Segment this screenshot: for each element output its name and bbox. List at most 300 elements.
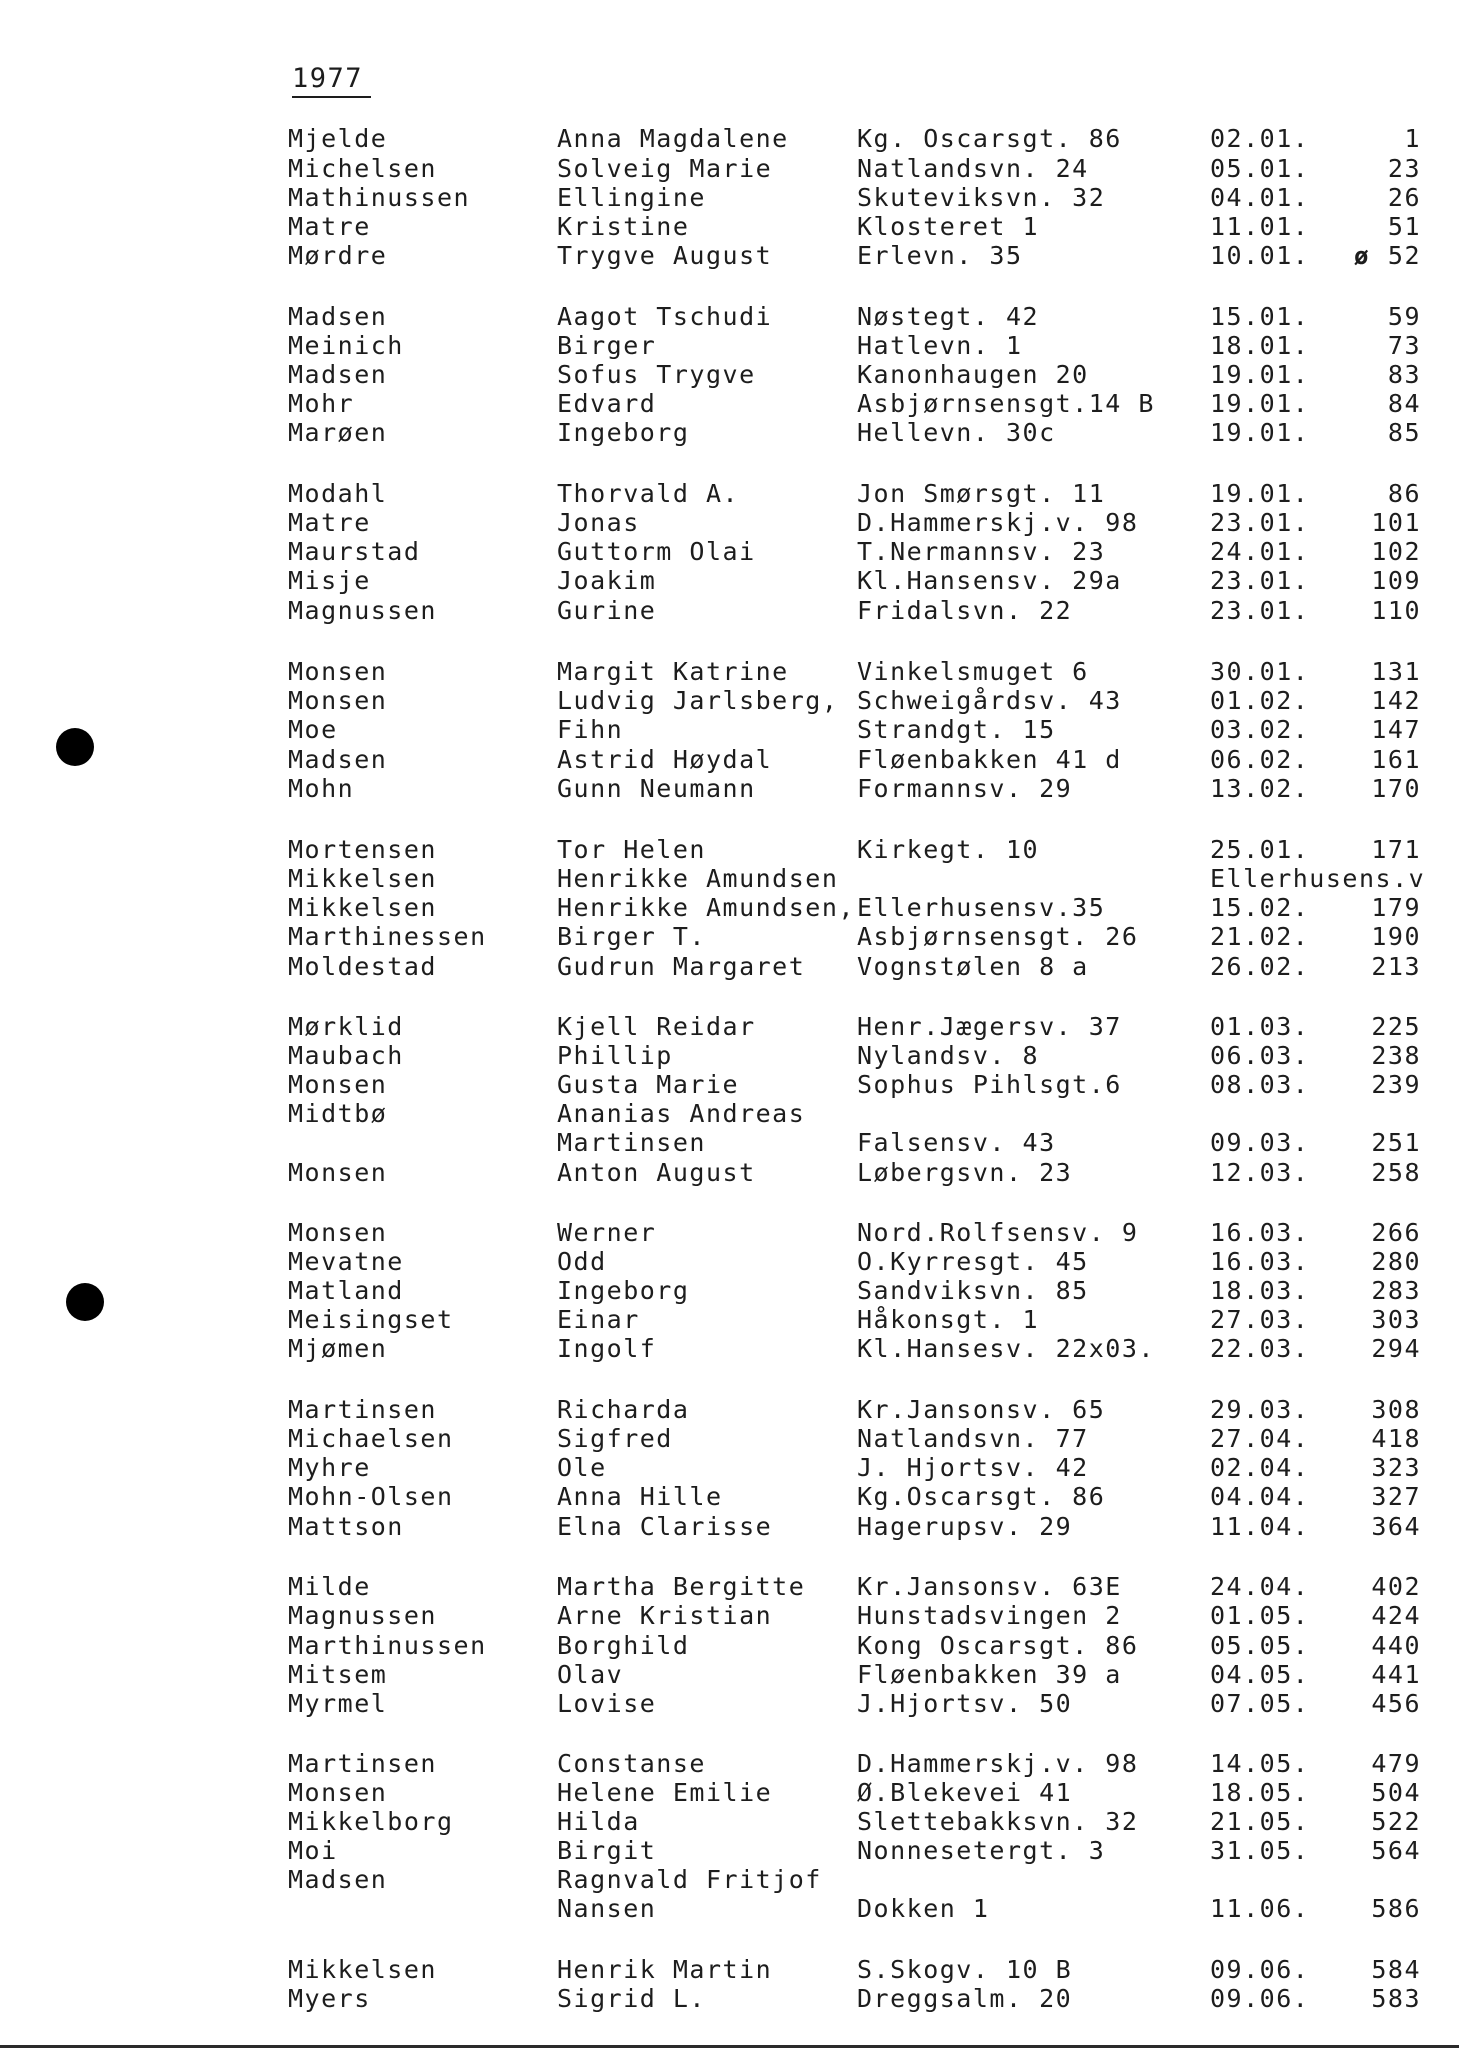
- date-cell: 02.04.: [1210, 1453, 1310, 1482]
- first-name-cell: Gunn Neumann: [557, 774, 756, 803]
- record-number-cell: 586: [1371, 1894, 1421, 1923]
- register-row: [0, 1012, 1459, 1042]
- record-number-cell: 110: [1371, 596, 1421, 625]
- date-cell: 08.03.: [1210, 1070, 1310, 1099]
- date-cell: 10.01.: [1210, 241, 1310, 270]
- surname-cell: Mikkelsen: [288, 864, 437, 893]
- surname-cell: Myhre: [288, 1453, 371, 1482]
- surname-cell: Madsen: [288, 360, 388, 389]
- record-number-cell: 1: [1404, 124, 1421, 153]
- record-number-cell: 441: [1371, 1660, 1421, 1689]
- handwritten-mark: ø: [1354, 242, 1370, 270]
- surname-cell: Monsen: [288, 657, 388, 686]
- first-name-cell: Guttorm Olai: [557, 537, 756, 566]
- address-cell: Løbergsvn. 23: [857, 1158, 1073, 1187]
- address-cell: Schweigårdsv. 43: [857, 686, 1122, 715]
- register-row: [0, 1070, 1459, 1100]
- surname-cell: Michaelsen: [288, 1424, 454, 1453]
- first-name-cell: Anton August: [557, 1158, 756, 1187]
- address-cell: Henr.Jægersv. 37: [857, 1012, 1122, 1041]
- first-name-cell: Gudrun Margaret: [557, 952, 806, 981]
- date-cell: 16.03.: [1210, 1247, 1310, 1276]
- surname-cell: Magnussen: [288, 1601, 437, 1630]
- first-name-cell: Martha Bergitte: [557, 1572, 806, 1601]
- address-cell: Natlandsvn. 24: [857, 154, 1089, 183]
- first-name-cell: Elna Clarisse: [557, 1512, 773, 1541]
- address-cell: Kr.Jansonsv. 65: [857, 1395, 1106, 1424]
- register-row: [0, 1631, 1459, 1661]
- punch-hole: [56, 728, 94, 766]
- register-row: [0, 566, 1459, 596]
- first-name-cell: Joakim: [557, 566, 657, 595]
- address-cell: Vognstølen 8 a: [857, 952, 1089, 981]
- surname-cell: Matland: [288, 1276, 404, 1305]
- record-number-cell: 280: [1371, 1247, 1421, 1276]
- date-cell: 14.05.: [1210, 1749, 1310, 1778]
- address-cell: Hatlevn. 1: [857, 331, 1023, 360]
- record-number-cell: 86: [1387, 479, 1421, 508]
- surname-cell: Mortensen: [288, 835, 437, 864]
- record-number-cell: 424: [1371, 1601, 1421, 1630]
- register-row: [0, 212, 1459, 242]
- record-number-cell: 584: [1371, 1955, 1421, 1984]
- date-cell: 12.03.: [1210, 1158, 1310, 1187]
- address-cell: Kong Oscarsgt. 86: [857, 1631, 1139, 1660]
- date-cell: 23.01.: [1210, 566, 1310, 595]
- date-cell: 04.05.: [1210, 1660, 1310, 1689]
- register-row: [0, 360, 1459, 390]
- record-number-cell: 418: [1371, 1424, 1421, 1453]
- record-number-cell: 327: [1371, 1482, 1421, 1511]
- record-number-cell: 456: [1371, 1689, 1421, 1718]
- date-cell: 11.04.: [1210, 1512, 1310, 1541]
- first-name-cell: Constanse: [557, 1749, 706, 1778]
- date-cell: 04.04.: [1210, 1482, 1310, 1511]
- register-row: [0, 893, 1459, 923]
- address-cell: Klosteret 1: [857, 212, 1040, 241]
- first-name-cell: Sigfred: [557, 1424, 673, 1453]
- address-cell: J. Hjortsv. 42: [857, 1453, 1089, 1482]
- record-number-cell: 303: [1371, 1305, 1421, 1334]
- first-name-cell: Ellingine: [557, 183, 706, 212]
- address-cell: T.Nermannsv. 23: [857, 537, 1106, 566]
- surname-cell: Milde: [288, 1572, 371, 1601]
- date-cell: 15.02.: [1210, 893, 1310, 922]
- first-name-cell: Sofus Trygve: [557, 360, 756, 389]
- register-row: [0, 1572, 1459, 1602]
- record-number-cell: 147: [1371, 715, 1421, 744]
- first-name-cell: Helene Emilie: [557, 1778, 773, 1807]
- first-name-cell: Anna Hille: [557, 1482, 723, 1511]
- first-name-cell: Ole: [557, 1453, 607, 1482]
- surname-cell: Monsen: [288, 686, 388, 715]
- surname-cell: Madsen: [288, 745, 388, 774]
- surname-cell: Madsen: [288, 302, 388, 331]
- register-row: [0, 686, 1459, 716]
- surname-cell: Maurstad: [288, 537, 421, 566]
- address-cell: Slettebakksvn. 32: [857, 1807, 1139, 1836]
- record-number-cell: 364: [1371, 1512, 1421, 1541]
- register-row: [0, 302, 1459, 332]
- first-name-cell: Birgit: [557, 1836, 657, 1865]
- date-cell: 07.05.: [1210, 1689, 1310, 1718]
- register-row: [0, 1778, 1459, 1808]
- surname-cell: Meinich: [288, 331, 404, 360]
- surname-cell: Mohr: [288, 389, 355, 418]
- register-row: [0, 1955, 1459, 1985]
- register-row: [0, 418, 1459, 448]
- date-cell: 11.01.: [1210, 212, 1310, 241]
- record-number-cell: 213: [1371, 952, 1421, 981]
- address-cell: Nord.Rolfsensv. 9: [857, 1218, 1139, 1247]
- surname-cell: Misje: [288, 566, 371, 595]
- surname-cell: Maubach: [288, 1041, 404, 1070]
- record-number-cell: 238: [1371, 1041, 1421, 1070]
- year-heading: 1977: [292, 64, 371, 98]
- register-row: [0, 1453, 1459, 1483]
- address-cell: Nonnesetergt. 3: [857, 1836, 1106, 1865]
- register-row: [0, 1749, 1459, 1779]
- date-cell: 04.01.: [1210, 183, 1310, 212]
- address-cell: Sophus Pihlsgt.6: [857, 1070, 1122, 1099]
- address-cell: Kl.Hansesv. 22x03.: [857, 1334, 1155, 1363]
- date-cell: 23.01.: [1210, 508, 1310, 537]
- record-number-cell: 179: [1371, 893, 1421, 922]
- register-row: [0, 331, 1459, 361]
- first-name-cell: Arne Kristian: [557, 1601, 773, 1630]
- address-cell: D.Hammerskj.v. 98: [857, 1749, 1139, 1778]
- register-row: [0, 1247, 1459, 1277]
- first-name-cell: Solveig Marie: [557, 154, 773, 183]
- address-cell: Formannsv. 29: [857, 774, 1073, 803]
- first-name-cell: Trygve August: [557, 241, 773, 270]
- date-cell: 19.01.: [1210, 479, 1310, 508]
- record-number-cell: 583: [1371, 1984, 1421, 2013]
- first-name-cell: Thorvald A.: [557, 479, 740, 508]
- surname-cell: Moe: [288, 715, 338, 744]
- record-number-cell: 251: [1371, 1128, 1421, 1157]
- register-row: [0, 1689, 1459, 1719]
- surname-cell: Mjømen: [288, 1334, 388, 1363]
- record-number-cell: 83: [1387, 360, 1421, 389]
- register-row: [0, 1218, 1459, 1248]
- date-cell: 13.02.: [1210, 774, 1310, 803]
- address-cell: O.Kyrresgt. 45: [857, 1247, 1089, 1276]
- record-number-cell: 323: [1371, 1453, 1421, 1482]
- date-cell: 06.02.: [1210, 745, 1310, 774]
- first-name-cell: Jonas: [557, 508, 640, 537]
- surname-cell: Madsen: [288, 1865, 388, 1894]
- date-cell: 02.01.: [1210, 124, 1310, 153]
- first-name-cell: Martinsen: [557, 1128, 706, 1157]
- date-cell: 27.03.: [1210, 1305, 1310, 1334]
- first-name-cell: Borghild: [557, 1631, 690, 1660]
- address-cell: Fløenbakken 41 d: [857, 745, 1122, 774]
- address-cell: S.Skogv. 10 B: [857, 1955, 1073, 1984]
- date-cell: 11.06.: [1210, 1894, 1310, 1923]
- record-number-cell: 283: [1371, 1276, 1421, 1305]
- date-cell: 23.01.: [1210, 596, 1310, 625]
- record-number-cell: 131: [1371, 657, 1421, 686]
- address-cell: Kg.Oscarsgt. 86: [857, 1482, 1106, 1511]
- surname-cell: Midtbø: [288, 1099, 388, 1128]
- surname-cell: Marthinessen: [288, 922, 487, 951]
- date-cell: 31.05.: [1210, 1836, 1310, 1865]
- record-number-cell: 522: [1371, 1807, 1421, 1836]
- first-name-cell: Gusta Marie: [557, 1070, 740, 1099]
- record-number-cell: 73: [1387, 331, 1421, 360]
- record-number-cell: 84: [1387, 389, 1421, 418]
- address-cell: D.Hammerskj.v. 98: [857, 508, 1139, 537]
- address-cell: J.Hjortsv. 50: [857, 1689, 1073, 1718]
- first-name-cell: Ingeborg: [557, 1276, 690, 1305]
- first-name-cell: Phillip: [557, 1041, 673, 1070]
- date-cell: 27.04.: [1210, 1424, 1310, 1453]
- register-row: [0, 1099, 1459, 1129]
- date-cell: 01.03.: [1210, 1012, 1310, 1041]
- date-cell: 19.01.: [1210, 389, 1310, 418]
- record-number-cell: 51: [1387, 212, 1421, 241]
- record-number-cell: 142: [1371, 686, 1421, 715]
- first-name-cell: Kjell Reidar: [557, 1012, 756, 1041]
- address-cell: Asbjørnsensgt.14 B: [857, 389, 1155, 418]
- register-row: [0, 1158, 1459, 1188]
- first-name-cell: Lovise: [557, 1689, 657, 1718]
- surname-cell: Monsen: [288, 1218, 388, 1247]
- date-cell: 26.02.: [1210, 952, 1310, 981]
- record-number-cell: 52: [1387, 241, 1421, 270]
- date-cell: 09.06.: [1210, 1984, 1310, 2013]
- register-row: [0, 537, 1459, 567]
- record-number-cell: 171: [1371, 835, 1421, 864]
- first-name-cell: Hilda: [557, 1807, 640, 1836]
- register-row: [0, 835, 1459, 865]
- surname-cell: Mjelde: [288, 124, 388, 153]
- date-cell: 05.01.: [1210, 154, 1310, 183]
- register-row: [0, 1836, 1459, 1866]
- date-cell: 03.02.: [1210, 715, 1310, 744]
- first-name-cell: Odd: [557, 1247, 607, 1276]
- record-number-cell: 23: [1387, 154, 1421, 183]
- address-cell: Ø.Blekevei 41: [857, 1778, 1073, 1807]
- register-row: [0, 774, 1459, 804]
- first-name-cell: Ludvig Jarlsberg,: [557, 686, 839, 715]
- first-name-cell: Ragnvald Fritjof: [557, 1865, 822, 1894]
- surname-cell: Moi: [288, 1836, 338, 1865]
- address-cell: Hunstadsvingen 2: [857, 1601, 1122, 1630]
- date-cell: 18.03.: [1210, 1276, 1310, 1305]
- surname-cell: Mørklid: [288, 1012, 404, 1041]
- date-cell: Ellerhusens.v: [1210, 864, 1426, 893]
- register-row: [0, 1041, 1459, 1071]
- register-row: [0, 183, 1459, 213]
- first-name-cell: Henrikke Amundsen: [557, 864, 839, 893]
- date-cell: 09.03.: [1210, 1128, 1310, 1157]
- register-row: [0, 389, 1459, 419]
- surname-cell: Martinsen: [288, 1749, 437, 1778]
- surname-cell: Marthinussen: [288, 1631, 487, 1660]
- date-cell: 05.05.: [1210, 1631, 1310, 1660]
- address-cell: Håkonsgt. 1: [857, 1305, 1040, 1334]
- surname-cell: Monsen: [288, 1778, 388, 1807]
- first-name-cell: Birger T.: [557, 922, 706, 951]
- register-row: [0, 241, 1459, 271]
- surname-cell: Marøen: [288, 418, 388, 447]
- date-cell: 30.01.: [1210, 657, 1310, 686]
- surname-cell: Mohn-Olsen: [288, 1482, 454, 1511]
- record-number-cell: 258: [1371, 1158, 1421, 1187]
- address-cell: Hellevn. 30c: [857, 418, 1056, 447]
- struck-register-row: [0, 864, 1459, 894]
- record-number-cell: 190: [1371, 922, 1421, 951]
- record-number-cell: 170: [1371, 774, 1421, 803]
- record-number-cell: 479: [1371, 1749, 1421, 1778]
- first-name-cell: Richarda: [557, 1395, 690, 1424]
- address-cell: Dokken 1: [857, 1894, 990, 1923]
- register-row: [0, 1512, 1459, 1542]
- register-row: [0, 1601, 1459, 1631]
- date-cell: 21.02.: [1210, 922, 1310, 951]
- register-row: [0, 715, 1459, 745]
- record-number-cell: 102: [1371, 537, 1421, 566]
- surname-cell: Mohn: [288, 774, 355, 803]
- register-row: [0, 1482, 1459, 1512]
- address-cell: Kg. Oscarsgt. 86: [857, 124, 1122, 153]
- register-row: [0, 124, 1459, 154]
- surname-cell: Myers: [288, 1984, 371, 2013]
- record-number-cell: 308: [1371, 1395, 1421, 1424]
- address-cell: Kanonhaugen 20: [857, 360, 1089, 389]
- address-cell: Strandgt. 15: [857, 715, 1056, 744]
- register-row: [0, 596, 1459, 626]
- first-name-cell: Henrik Martin: [557, 1955, 773, 1984]
- date-cell: 16.03.: [1210, 1218, 1310, 1247]
- register-row: [0, 1424, 1459, 1454]
- register-row: [0, 745, 1459, 775]
- date-cell: 18.01.: [1210, 331, 1310, 360]
- record-number-cell: 402: [1371, 1572, 1421, 1601]
- date-cell: 22.03.: [1210, 1334, 1310, 1363]
- address-cell: Kr.Jansonsv. 63E: [857, 1572, 1122, 1601]
- date-cell: 09.06.: [1210, 1955, 1310, 1984]
- surname-cell: Monsen: [288, 1158, 388, 1187]
- register-row: [0, 952, 1459, 982]
- first-name-cell: Astrid Høydal: [557, 745, 773, 774]
- address-cell: Asbjørnsensgt. 26: [857, 922, 1139, 951]
- surname-cell: Mikkelsen: [288, 893, 437, 922]
- surname-cell: Martinsen: [288, 1395, 437, 1424]
- first-name-cell: Werner: [557, 1218, 657, 1247]
- first-name-cell: Tor Helen: [557, 835, 706, 864]
- record-number-cell: 294: [1371, 1334, 1421, 1363]
- first-name-cell: Edvard: [557, 389, 657, 418]
- record-number-cell: 109: [1371, 566, 1421, 595]
- register-row: [0, 1660, 1459, 1690]
- surname-cell: Moldestad: [288, 952, 437, 981]
- date-cell: 24.01.: [1210, 537, 1310, 566]
- date-cell: 06.03.: [1210, 1041, 1310, 1070]
- register-row: [0, 1395, 1459, 1425]
- address-cell: Fridalsvn. 22: [857, 596, 1073, 625]
- address-cell: Fløenbakken 39 a: [857, 1660, 1122, 1689]
- surname-cell: Mørdre: [288, 241, 388, 270]
- register-row: [0, 1334, 1459, 1364]
- address-cell: Falsensv. 43: [857, 1128, 1056, 1157]
- date-cell: 15.01.: [1210, 302, 1310, 331]
- address-cell: Hagerupsv. 29: [857, 1512, 1073, 1541]
- address-cell: Erlevn. 35: [857, 241, 1023, 270]
- address-cell: Nøstegt. 42: [857, 302, 1040, 331]
- date-cell: 19.01.: [1210, 360, 1310, 389]
- first-name-cell: Nansen: [557, 1894, 657, 1923]
- surname-cell: Matre: [288, 508, 371, 537]
- first-name-cell: Einar: [557, 1305, 640, 1334]
- surname-cell: Mevatne: [288, 1247, 404, 1276]
- punch-hole: [66, 1283, 104, 1321]
- record-number-cell: 239: [1371, 1070, 1421, 1099]
- register-row: [0, 922, 1459, 952]
- first-name-cell: Gurine: [557, 596, 657, 625]
- surname-cell: Matre: [288, 212, 371, 241]
- first-name-cell: Anna Magdalene: [557, 124, 789, 153]
- register-row: [0, 479, 1459, 509]
- surname-cell: Modahl: [288, 479, 388, 508]
- first-name-cell: Ananias Andreas: [557, 1099, 806, 1128]
- address-cell: Vinkelsmuget 6: [857, 657, 1089, 686]
- surname-cell: Myrmel: [288, 1689, 388, 1718]
- record-number-cell: 161: [1371, 745, 1421, 774]
- record-number-cell: 225: [1371, 1012, 1421, 1041]
- address-cell: Kirkegt. 10: [857, 835, 1040, 864]
- date-cell: 25.01.: [1210, 835, 1310, 864]
- surname-cell: Magnussen: [288, 596, 437, 625]
- register-row: [0, 508, 1459, 538]
- first-name-cell: Birger: [557, 331, 657, 360]
- record-number-cell: 564: [1371, 1836, 1421, 1865]
- record-number-cell: 504: [1371, 1778, 1421, 1807]
- first-name-cell: Margit Katrine: [557, 657, 789, 686]
- record-number-cell: 26: [1387, 183, 1421, 212]
- record-number-cell: 440: [1371, 1631, 1421, 1660]
- surname-cell: Mitsem: [288, 1660, 388, 1689]
- register-row: [0, 1128, 1459, 1158]
- record-number-cell: 59: [1387, 302, 1421, 331]
- date-cell: 01.02.: [1210, 686, 1310, 715]
- date-cell: 18.05.: [1210, 1778, 1310, 1807]
- address-cell: Skuteviksvn. 32: [857, 183, 1106, 212]
- address-cell: Natlandsvn. 77: [857, 1424, 1089, 1453]
- register-row: [0, 154, 1459, 184]
- register-row: [0, 1276, 1459, 1306]
- register-row: [0, 1894, 1459, 1924]
- date-cell: 21.05.: [1210, 1807, 1310, 1836]
- first-name-cell: Henrikke Amundsen,: [557, 893, 855, 922]
- date-cell: 24.04.: [1210, 1572, 1310, 1601]
- address-cell: Nylandsv. 8: [857, 1041, 1040, 1070]
- first-name-cell: Ingeborg: [557, 418, 690, 447]
- address-cell: Jon Smørsgt. 11: [857, 479, 1106, 508]
- first-name-cell: Ingolf: [557, 1334, 657, 1363]
- first-name-cell: Sigrid L.: [557, 1984, 706, 2013]
- register-row: [0, 1865, 1459, 1895]
- surname-cell: Mattson: [288, 1512, 404, 1541]
- register-row: [0, 657, 1459, 687]
- first-name-cell: Kristine: [557, 212, 690, 241]
- date-cell: 19.01.: [1210, 418, 1310, 447]
- surname-cell: Mathinussen: [288, 183, 471, 212]
- first-name-cell: Olav: [557, 1660, 624, 1689]
- first-name-cell: Fihn: [557, 715, 624, 744]
